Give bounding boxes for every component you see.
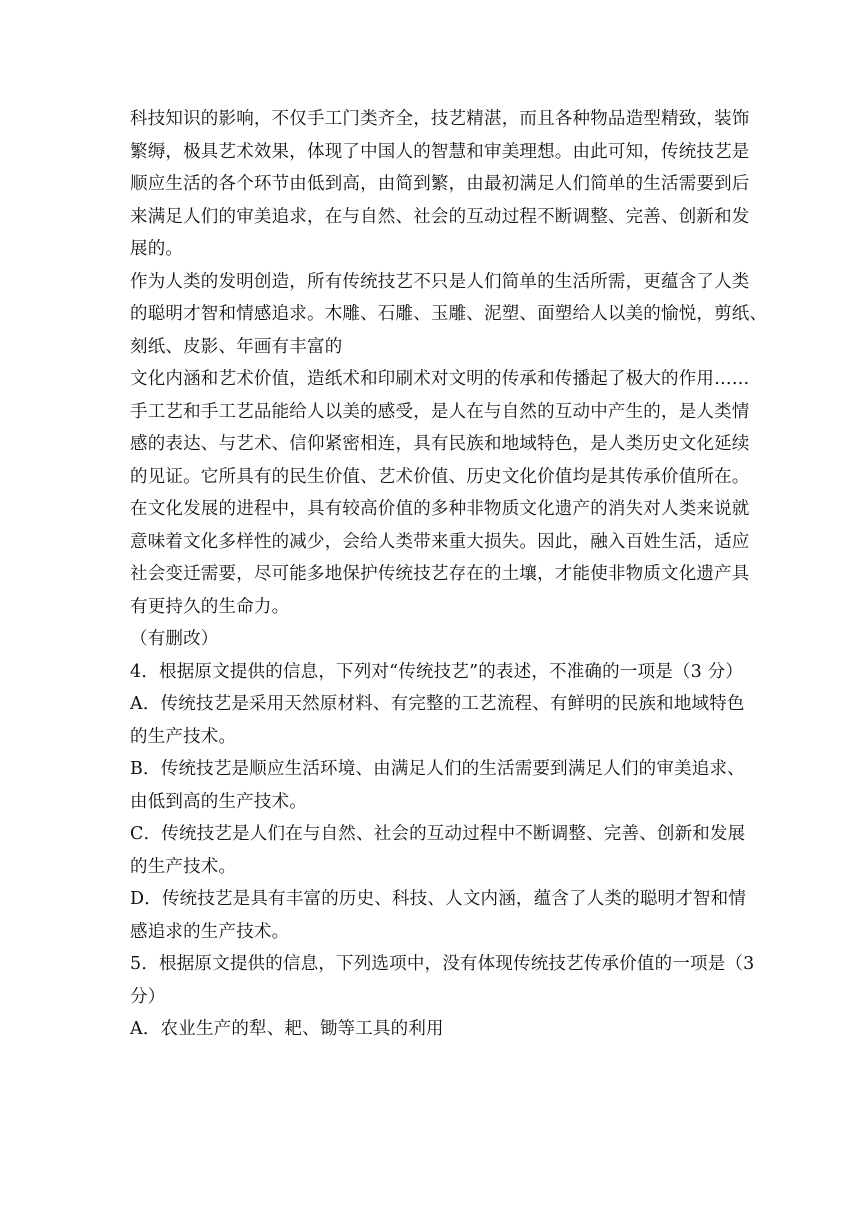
- text-line: 社会变迁需要，尽可能多地保护传统技艺存在的土壤，才能使非物质文化遗产具: [130, 564, 750, 584]
- document-page: [130, 103, 768, 1046]
- text-line: 顺应生活的各个环节由低到高，由简到繁，由最初满足人们简单的生活需要到后: [130, 174, 750, 194]
- text-line: （有删改）: [130, 629, 219, 649]
- text-line: 意味着文化多样性的减少，会给人类带来重大损失。因此，融入百姓生活，适应: [130, 531, 750, 552]
- text-line: 5．根据原文提供的信息，下列选项中，没有体现传统技艺传承价值的一项是（3: [130, 954, 755, 974]
- text-line: A．传统技艺是采用天然原材料、有完整的工艺流程、有鲜明的民族和地域特色: [130, 694, 745, 714]
- text-line: 文化内涵和艺术价值，造纸术和印刷术对文明的传承和传播起了极大的作用……: [130, 369, 750, 389]
- text-line: 来满足人们的审美追求，在与自然、社会的互动过程不断调整、完善、创新和发: [130, 206, 750, 227]
- text-line: 的见证。它所具有的民生价值、艺术价值、历史文化价值均是其传承价值所在。: [130, 466, 750, 487]
- text-line: 分）: [130, 986, 166, 1007]
- text-line: 科技知识的影响，不仅手工门类齐全，技艺精湛，而且各种物品造型精致，装饰: [130, 109, 750, 129]
- text-line: 繁缛，极具艺术效果，体现了中国人的智慧和审美理想。由此可知，传统技艺是: [130, 141, 750, 162]
- text-line: 由低到高的生产技术。: [130, 791, 307, 812]
- text-line: 展的。: [130, 239, 184, 259]
- text-line: 的生产技术。: [130, 856, 237, 877]
- text-line: 在文化发展的进程中，具有较高价值的多种非物质文化遗产的消失对人类来说就: [130, 499, 750, 519]
- text-line: 感的表达、与艺术、信仰紧密相连，具有民族和地域特色，是人类历史文化延续: [130, 434, 750, 454]
- document-body: [130, 103, 768, 1046]
- text-line: 刻纸、皮影、年画有丰富的: [130, 336, 343, 357]
- text-line: 有更持久的生命力。: [130, 596, 290, 617]
- text-line: 的聪明才智和情感追求。木雕、石雕、玉雕、泥塑、面塑给人以美的愉悦，剪纸、: [130, 304, 768, 324]
- text-line: C．传统技艺是人们在与自然、社会的互动过程中不断调整、完善、创新和发展: [130, 824, 746, 844]
- text-line: 感追求的生产技术。: [130, 921, 290, 942]
- text-line: A．农业生产的犁、耙、锄等工具的利用: [130, 1019, 444, 1039]
- text-line: 手工艺和手工艺品能给人以美的感受，是人在与自然的互动中产生的，是人类情: [130, 401, 750, 422]
- text-line: 作为人类的发明创造，所有传统技艺不只是人们简单的生活所需，更蕴含了人类: [130, 271, 750, 292]
- text-line: D．传统技艺是具有丰富的历史、科技、人文内涵，蕴含了人类的聪明才智和情: [130, 889, 747, 909]
- text-line: B．传统技艺是顺应生活环境、由满足人们的生活需要到满足人们的审美追求、: [130, 759, 745, 779]
- text-line: 4．根据原文提供的信息，下列对“传统技艺”的表述，不准确的一项是（3 分）: [130, 661, 744, 682]
- text-line: 的生产技术。: [130, 726, 237, 747]
